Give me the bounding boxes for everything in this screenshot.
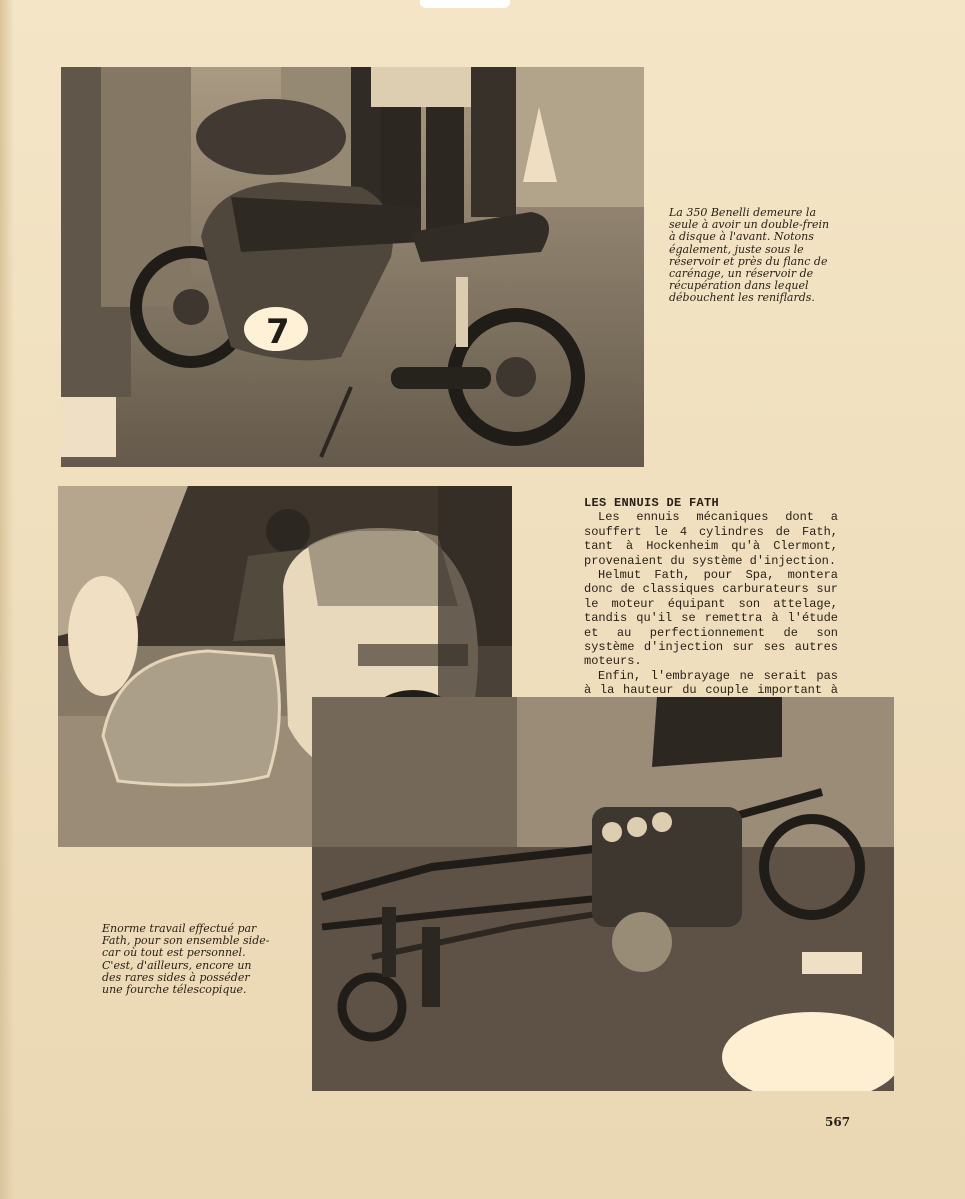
- paper-tab: [420, 0, 510, 8]
- caption-benelli: La 350 Benelli demeure la seule à avoir un double-frein à disque à l'avant. Notons également, juste sous le réservoir et près du flanc de carénage, un réservoir de récupération dans lequel débouchent les reniflards.: [669, 206, 830, 305]
- caption-fath-sidecar: Enorme travail effectué par Fath, pour son ensemble side-car où tout est personnel. C'est, d'ailleurs, encore un des rares sides à posséder une fourche télescopique.: [102, 922, 270, 997]
- page-number: 567: [825, 1115, 851, 1129]
- photo-benelli: [61, 67, 644, 467]
- article-heading: LES ENNUIS DE FATH: [584, 496, 720, 510]
- article-paragraph-1: Les ennuis mécaniques dont a souffert le 4 cylindres de Fath, tant à Hockenheim qu'à Clermont, provenaient du système d'injection.: [584, 510, 838, 568]
- article-les-ennuis-de-fath: [584, 496, 838, 712]
- page-edge: [0, 0, 14, 1199]
- article-paragraph-3: Enfin, l'embrayage ne serait pas à la hauteur du couple important à: [584, 668, 838, 698]
- photo-sidecar-chassis: [312, 697, 894, 1091]
- benelli-race-number: 7: [266, 312, 290, 352]
- article-paragraph-2: Helmut Fath, pour Spa, montera donc de classiques carburateurs sur le moteur équipant son attelage, tandis qu'il se remettra à l'étude et au perfectionnement de son système d'injection sur ses autres moteurs.: [584, 568, 838, 669]
